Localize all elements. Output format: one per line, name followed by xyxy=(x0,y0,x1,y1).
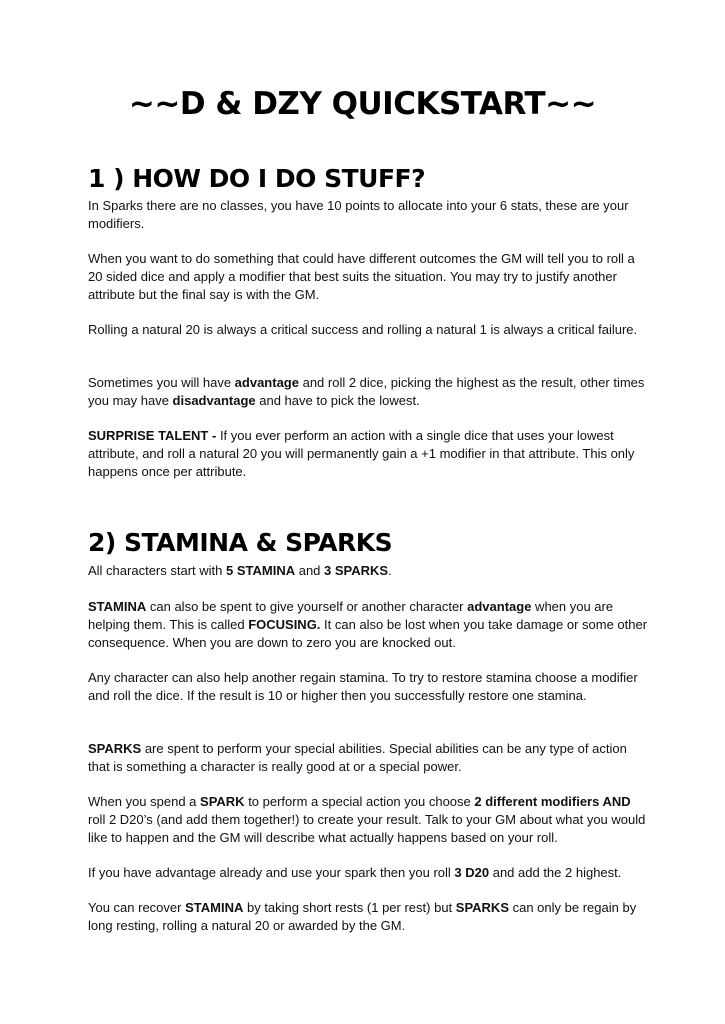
paragraph-recover: You can recover STAMINA by taking short rests (1 per rest) but SPARKS can only be regain by long resting, rolling a natural 20 or awarded by the GM. xyxy=(88,900,637,933)
paragraph-stamina-focusing: STAMINA can also be spent to give yourself or another character advantage when you are helping them. This is called FOCUSING. It can also be lost when you take damage or some other consequence. When you are down to zero you are knocked out. xyxy=(88,599,648,650)
paragraph-restore-stamina: Any character can also help another regain stamina. To try to restore stamina choose a modifier and roll the dice. If the result is 10 or higher then you successfully restore one stamina. xyxy=(88,670,638,703)
paragraph-sparks: SPARKS are spent to perform your special abilities. Special abilities can be any type of action that is something a character is really good at or a special power. xyxy=(88,741,627,774)
paragraph-advantage-spark: If you have advantage already and use your spark then you roll 3 D20 and add the 2 highest. xyxy=(88,865,622,880)
paragraph-critical: Rolling a natural 20 is always a critical success and rolling a natural 1 is always a critical failure. xyxy=(88,322,638,337)
paragraph-rolling-dice: When you want to do something that could have different outcomes the GM will tell you to roll a 20 sided dice and apply a modifier that best suits the situation. You may try to justify another attribute but the final say is with the GM. xyxy=(88,251,635,302)
paragraph-starting-stats: All characters start with 5 STAMINA and 3 SPARKS. xyxy=(88,563,392,578)
paragraph-spend-spark: When you spend a SPARK to perform a special action you choose 2 different modifiers AND roll 2 D20’s (and add them together!) to create your result. Talk to your GM about what you would like to happen and the GM will describe what actually happens based on your roll. xyxy=(88,794,646,845)
section-heading-how-do-i-do-stuff: 1 ) HOW DO I DO STUFF? xyxy=(88,164,426,193)
paragraph-surprise-talent: SURPRISE TALENT - If you ever perform an action with a single dice that uses your lowest attribute, and roll a natural 20 you will permanently gain a +1 modifier in that attribute. This only happens once per attribute. xyxy=(88,428,635,479)
paragraph-stats: In Sparks there are no classes, you have 10 points to allocate into your 6 stats, these are your modifiers. xyxy=(88,198,629,231)
paragraph-advantage: Sometimes you will have advantage and roll 2 dice, picking the highest as the result, other times you may have disadvantage and have to pick the lowest. xyxy=(88,375,645,408)
section-heading-stamina-sparks: 2) STAMINA & SPARKS xyxy=(88,528,393,557)
page-title: ~~D & DZY QUICKSTART~~ xyxy=(128,86,597,122)
